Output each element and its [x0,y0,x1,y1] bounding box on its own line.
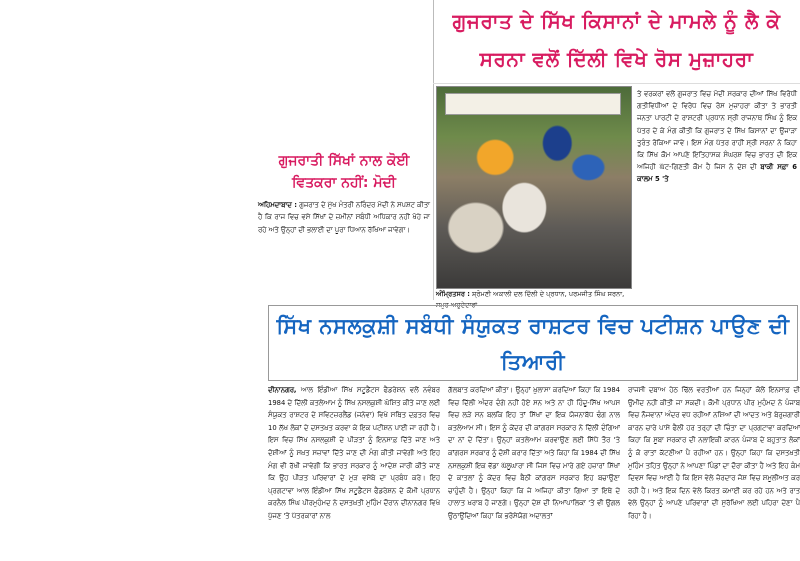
caption-city: ਅੰਮ੍ਰਿਤਸਰ : [436,290,470,298]
main-column-3-text: ਰਾਜਸੀ ਦਬਾਅ ਹੇਠ ਢਿੱਲ ਵਰਤੀਆਂ ਹਨ ਜਿਨ੍ਹਾਂ ਕੋਲੋਂ ਇਨਸਾਫ਼ ਦੀ ਉਮੀਦ ਨਹੀਂ ਕੀਤੀ ਜਾ ਸਕਦੀ। ਕੌਮੀ ਪ੍ਰਧਾਨ ਪੀਰ ਮੁਹੰਮਦ ਨੇ ਪੰਜਾਬ ਵਿਚ ਨੌਜਵਾਨਾਂ ਅੰਦਰ ਵਧ ਰਹੀਆਂ ਨਸ਼ਿਆਂ ਦੀ ਆਦਤ ਅਤੇ ਬੇਰੁਜ਼ਗਾਰੀ ਕਾਰਨ ਚਾਰੇ ਪਾਸੇ ਫੈਲੀ ਹਰ ਤਰ੍ਹਾਂ ਦੀ ਚਿੰਤਾ ਦਾ ਪ੍ਰਗਟਾਵਾ ਕਰਦਿਆਂ ਕਿਹਾ ਕਿ ਸੂਬਾ ਸਰਕਾਰ ਦੀ ਨਲਾਇਕੀ ਕਾਰਨ ਪੰਜਾਬ ਦੇ ਬਹੁਤਾਤ ਲੋਕਾਂ ਨੂੰ ਕੋ ਰਾਤਾਂ ਕੱਟਣੀਆਂ ਪੈ ਰਹੀਆਂ ਹਨ। ਉਨ੍ਹਾਂ ਕਿਹਾ ਕਿ ਦਸਤਖ਼ਤੀ ਮੁਹਿੰਮ ਤਹਿਤ ਉਨ੍ਹਾਂ ਨੇ ਆਪਣਾ ਪਿੰਡਾਂ ਦਾ ਦੌਰਾ ਕੀਤਾ ਹੈ ਅਤੇ ਇਹ ਕੰਮ ਦਿਵਸ ਵਿਚ ਆਈ ਹੈ ਕਿ ਇਸ ਵੇਲੇ ਜ਼ੋਰਦਾਰ ਜੋਸ਼ ਵਿਚ ਸ਼ਮੂਲੀਅਤ ਕਰ ਰਹੀ ਹੈ। ਅਤੇ ਇਕ ਦਿਨ ਵੇਲੇ ਕਿਰਤ ਕਮਾਈ ਕਰ ਰਹੇ ਹਨ ਅਤੇ ਰਾਤ ਵੇਲੇ ਉਨ੍ਹਾਂ ਨੂੰ ਆਪਣੇ ਪਰਿਵਾਰਾਂ ਦੀ ਸੁਰੱਖਿਆ ਲਈ ਪਹਿਰਾ ਦੇਣਾ ਪੈ ਰਿਹਾ ਹੈ। [628,386,800,520]
photo-banner [445,93,621,115]
main-story-body [268,384,800,561]
brief-text: ਗੁਜਰਾਤ ਦੇ ਮੁੱਖ ਮੰਤਰੀ ਨਰਿੰਦਰ ਮੋਦੀ ਨੇ ਸਪਸ਼ਟ ਕੀਤਾ ਹੈ ਕਿ ਰਾਜ ਵਿਚ ਵਸੇ ਸਿੱਖਾਂ ਦੇ ਜ਼ਮੀਨਾਂ ਸਬੰਧੀ ਅਧਿਕਾਰ ਨਹੀਂ ਖੋਹੇ ਜਾ ਰਹੇ ਅਤੇ ਉਨ੍ਹਾਂ ਦੀ ਭਲਾਈ ਦਾ ਪੂਰਾ ਧਿਆਨ ਰੱਖਿਆ ਜਾਵੇਗਾ। [258,201,430,234]
main-column-3 [628,384,800,561]
brief-dateline: ਅਹਿਮਦਾਬਾਦ : [258,201,297,209]
top-story-text: ਤੇ ਵਰਕਰਾਂ ਵਲੋਂ ਗੁਜਰਾਤ ਵਿਚ ਮੋਦੀ ਸਰਕਾਰ ਦੀਆਂ ਸਿੱਖ ਵਿਰੋਧੀ ਗਤੀਵਿਧੀਆਂ ਦੇ ਵਿਰੋਧ ਵਿਚ ਰੋਸ ਮੁਜ਼ਾਹਰਾ ਕੀਤਾ ਤੇ ਭਾਰਤੀ ਜਨਤਾ ਪਾਰਟੀ ਦੇ ਰਾਸ਼ਟਰੀ ਪ੍ਰਧਾਨ ਸ੍ਰੀ ਰਾਜਨਾਥ ਸਿੰਘ ਨੂੰ ਇਕ ਪੱਤਰ ਦੇ ਕੇ ਮੰਗ ਕੀਤੀ ਕਿ ਗੁਜਰਾਤ ਦੇ ਸਿੱਖ ਕਿਸਾਨਾਂ ਦਾ ਉਜਾੜਾ ਤੁਰੰਤ ਰੋਕਿਆ ਜਾਵੇ। ਇਸ ਮੰਗ ਪੱਤਰ ਰਾਹੀਂ ਸ੍ਰੀ ਸਰਨਾ ਨੇ ਕਿਹਾ ਕਿ ਸਿੱਖ ਕੌਮ ਆਪਣੇ ਇਤਿਹਾਸਕ ਸੰਘਰਸ਼ ਵਿਚ ਭਾਰਤ ਦੀ ਇਕ ਅਜਿਹੀ ਘੱਟ-ਗਿਣਤੀ ਕੌਮ ਹੈ ਜਿਸ ਨੇ ਦੇਸ਼ ਦੀ [637,90,797,172]
caption-text: ਸ਼੍ਰੋਮਣੀ ਅਕਾਲੀ ਦਲ ਦਿੱਲੀ ਦੇ ਪ੍ਰਧਾਨ, ਪਰਮਜੀਤ ਸਿੰਘ ਸਰਨਾ, ਸਮੁਹ ਅਹੁਦੇਦਾਰਾਂ [436,290,625,309]
main-column-2-text: ਗੱਲਬਾਤ ਕਰਦਿਆਂ ਕੀਤਾ। ਉਨ੍ਹਾਂ ਖ਼ੁਲਾਸਾ ਕਰਦਿਆਂ ਕਿਹਾ ਕਿ 1984 ਵਿਚ ਦਿੱਲੀ ਅੰਦਰ ਦੰਗੇ ਨਹੀਂ ਹੋਏ ਸਨ ਅਤੇ ਨਾ ਹੀ ਹਿੰਦੂ-ਸਿੱਖ ਆਪਸ ਵਿਚ ਲੜੇ ਸਨ ਬਲਕਿ ਇਹ ਤਾਂ ਸਿੱਖਾਂ ਦਾ ਇਕ ਯੋਜਨਾਬੱਧ ਢੰਗ ਨਾਲ ਕਤਲੇਆਮ ਸੀ। ਇਸ ਨੂੰ ਕੇਂਦਰ ਦੀ ਕਾਂਗਰਸ ਸਰਕਾਰ ਨੇ ਦਿੱਲੀ ਦੰਗਿਆਂ ਦਾ ਨਾਂ ਦੇ ਦਿੱਤਾ। ਉਨ੍ਹਾਂ ਕਤਲੇਆਮ ਕਰਵਾਉਣ ਲਈ ਸਿੱਧੇ ਤੌਰ 'ਤੇ ਕਾਂਗਰਸ ਸਰਕਾਰ ਨੂੰ ਦੋਸ਼ੀ ਕਰਾਰ ਦਿੱਤਾ ਅਤੇ ਕਿਹਾ ਕਿ 1984 ਦੀ ਸਿੱਖ ਨਸਲਕੁਸ਼ੀ ਇਕ ਵੱਡਾ ਘੱਲੂਘਾਰਾ ਸੀ ਜਿਸ ਵਿਚ ਮਾਰੇ ਗਏ ਹਜ਼ਾਰਾਂ ਸਿੱਖਾਂ ਦੇ ਕਾਤਲਾਂ ਨੂੰ ਕੇਂਦਰ ਵਿਚ ਬੈਠੀ ਕਾਂਗਰਸ ਸਰਕਾਰ ਇਹ ਬਚਾਉਣਾ ਚਾਹੁੰਦੀ ਹੈ। ਉਨ੍ਹਾਂ ਕਿਹਾ ਕਿ ਜੇ ਅਜਿਹਾ ਕੀਤਾ ਗਿਆ ਤਾਂ ਇਥੇ ਦੇ ਹਾਲਾਤ ਖ਼ਰਾਬ ਹੋ ਜਾਣਗੇ। ਉਨ੍ਹਾਂ ਦੇਸ਼ ਦੀ ਨਿਆਂਪਾਲਿਕਾ 'ਤੇ ਵੀ ਉਂਗਲ ਉਠਾਉਂਦਿਆਂ ਕਿਹਾ ਕਿ ਭਰੋਸੇਯੋਗ ਅਦਾਲਤਾਂ [448,386,620,520]
main-column-2 [448,384,620,561]
main-story-headline: ਸਿੱਖ ਨਸਲਕੁਸ਼ੀ ਸਬੰਧੀ ਸੰਯੁਕਤ ਰਾਸ਼ਟਰ ਵਿਚ ਪਟੀਸ਼ਨ ਪਾਉਣ ਦੀ ਤਿਆਰੀ [276,314,790,374]
brief-story-headline: ਗੁਜਰਾਤੀ ਸਿੱਖਾਂ ਨਾਲ ਕੋਈ ਵਿਤਕਰਾ ਨਹੀਂ: ਮੋਦੀ [278,153,410,191]
column-divider [433,140,434,300]
top-story-body [637,88,797,186]
main-column-1-text: ਆਲ ਇੰਡੀਆ ਸਿੱਖ ਸਟੂਡੈਂਟਸ ਫੈਡਰੇਸ਼ਨ ਵਲੋਂ ਨਵੰਬਰ 1984 ਦੇ ਦਿੱਲੀ ਕਤਲੇਆਮ ਨੂੰ ਸਿੱਖ ਨਸਲਕੁਸ਼ੀ ਘੋਸ਼ਿਤ ਕੀਤੇ ਜਾਣ ਲਈ ਸੰਯੁਕਤ ਰਾਸ਼ਟਰ ਦੇ ਸਵਿਟਜ਼ਰਲੈਂਡ (ਜਨੇਵਾ) ਵਿਖੇ ਸਥਿਤ ਦਫ਼ਤਰ ਵਿਚ 10 ਲੱਖ ਲੋਕਾਂ ਦੇ ਦਸਤਖ਼ਤ ਕਰਵਾ ਕੇ ਇਕ ਪਟੀਸ਼ਨ ਪਾਈ ਜਾ ਰਹੀ ਹੈ। ਇਸ ਵਿਚ ਸਿੱਖ ਨਸਲਕੁਸ਼ੀ ਦੇ ਪੀੜਤਾਂ ਨੂੰ ਇਨਸਾਫ਼ ਦਿੱਤੇ ਜਾਣ ਅਤੇ ਦੋਸ਼ੀਆਂ ਨੂੰ ਸਖ਼ਤ ਸਜ਼ਾਵਾਂ ਦਿੱਤੇ ਜਾਣ ਦੀ ਮੰਗ ਕੀਤੀ ਜਾਵੇਗੀ ਅਤੇ ਇਹ ਮੰਗ ਵੀ ਰੱਖੀ ਜਾਵੇਗੀ ਕਿ ਭਾਰਤ ਸਰਕਾਰ ਨੂੰ ਆਦੇਸ਼ ਜਾਰੀ ਕੀਤੇ ਜਾਣ ਕਿ ਉਹ ਪੀੜਤ ਪਰਿਵਾਰਾਂ ਦੇ ਮੁੜ ਵਸੇਬੇ ਦਾ ਪ੍ਰਬੰਧ ਕਰੇ। ਇਹ ਪ੍ਰਗਟਾਵਾ ਆਲ ਇੰਡੀਆ ਸਿੱਖ ਸਟੂਡੈਂਟਸ ਫੈਡਰੇਸ਼ਨ ਦੇ ਕੌਮੀ ਪ੍ਰਧਾਨ ਕਰਨੈਲ ਸਿੰਘ ਪੀਰਮੁਹੰਮਦ ਨੇ ਦਸਤਖ਼ਤੀ ਮੁਹਿੰਮ ਦੌਰਾਨ ਦੀਨਾਨਗਰ ਵਿਖੇ ਪੁੱਜਣ 'ਤੇ ਪੱਤਰਕਾਰਾਂ ਨਾਲ [268,386,440,520]
main-column-1 [268,384,440,561]
protest-photo [436,86,632,289]
main-dateline: ਦੀਨਾਨਗਰ, [268,386,297,394]
brief-story-body [258,199,430,236]
top-story-headline: ਗੁਜਰਾਤ ਦੇ ਸਿੱਖ ਕਿਸਾਨਾਂ ਦੇ ਮਾਮਲੇ ਨੂੰ ਲੈ ਕੇ ਸਰਨਾ ਵਲੋਂ ਦਿੱਲੀ ਵਿਖੇ ਰੋਸ ਮੁਜ਼ਾਹਰਾ [433,2,800,84]
continued-note: ਬਾਕੀ ਸਫ਼ਾ 6 ਕਾਲਮ 5 'ਤੇ [637,163,797,184]
